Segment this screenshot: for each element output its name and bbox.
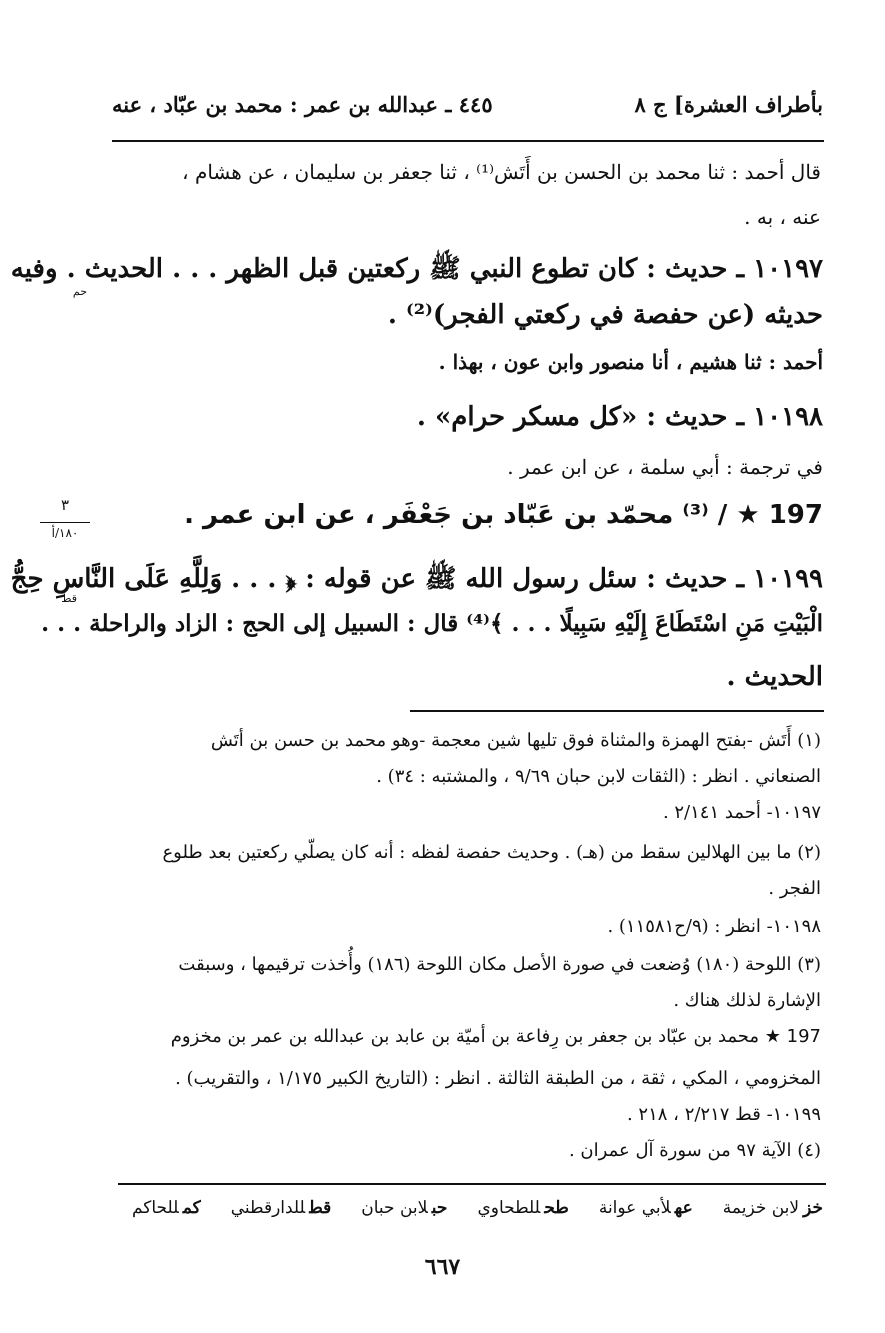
abbr-item: قطللدارقطني: [230, 1198, 332, 1218]
hadith-10199-line-2: الْبَيْتِ مَنِ اسْتَطَاعَ إِلَيْهِ سَبِيلًا . . . ﴾⁽⁴⁾ قال : السبيل إلى الحج : الزاد والراحلة . . .: [41, 610, 823, 637]
intro-line-2: عنه ، به .: [744, 205, 821, 229]
footnote-line: (١) أَتَش -بفتح الهمزة والمثناة فوق تليها شين معجمة -وهو محمد بن حسن بن أتَش: [210, 730, 821, 751]
abbr-item: حبلابن حبان: [361, 1198, 448, 1218]
footnote-separator: [410, 710, 824, 712]
footnote-line: (٤) الآية ٩٧ من سورة آل عمران .: [568, 1140, 821, 1161]
narrator-197-heading: 197 ★ / ⁽³⁾ محمّد بن عَبّاد بن جَعْفَر ، عن ابن عمر .: [184, 500, 823, 530]
margin-folio-rule: [40, 522, 90, 523]
footnote-line: 197 ★ محمد بن عبّاد بن جعفر بن رِفاعة بن أميّة بن عابد بن عبدالله بن عمر بن مخزوم: [170, 1026, 821, 1047]
page-number: ٦٦٧: [424, 1254, 461, 1280]
abbr-item: طحللطحاوي: [477, 1198, 569, 1218]
footnote-line: ١٠١٩٧- أحمد ٢/١٤١ .: [662, 802, 821, 823]
hadith-10199-line-3: الحديث .: [726, 662, 823, 692]
footnote-line: الفجر .: [768, 878, 821, 899]
hadith-10197-sigla: حم: [72, 285, 87, 298]
margin-folio-bottom: ١٨٠/أ: [51, 526, 79, 540]
footnote-line: المخزومي ، المكي ، ثقة ، من الطبقة الثالثة . انظر : (التاريخ الكبير ١/١٧٥ ، والتقريب) .: [175, 1068, 821, 1089]
header-volume: بأطراف العشرة] ج ٨: [634, 92, 823, 117]
hadith-10198-line-2: في ترجمة : أبي سلمة ، عن ابن عمر .: [507, 455, 823, 479]
header-chapter: ٤٤٥ ـ عبدالله بن عمر : محمد بن عبّاد ، عنه: [112, 92, 493, 117]
footnote-line: (٣) اللوحة (١٨٠) وُضعت في صورة الأصل مكان اللوحة (١٨٦) وأُخذت ترقيمها ، وسبقت: [178, 954, 821, 975]
hadith-10198-line-1: ١٠١٩٨ ـ حديث : «كل مسكر حرام» .: [416, 402, 823, 432]
abbr-item: كمللحاكم: [131, 1198, 201, 1218]
hadith-10197-line-2: حديثه (عن حفصة في ركعتي الفجر)⁽²⁾ .: [387, 300, 823, 330]
hadith-10197-line-1: ١٠١٩٧ ـ حديث : كان تطوع النبي ﷺ ركعتين قبل الظهر . . . الحديث . وفيه: [10, 254, 823, 284]
hadith-10197-line-3: أحمد : ثنا هشيم ، أنا منصور وابن عون ، بهذا .: [438, 350, 823, 374]
footnote-line: الصنعاني . انظر : (الثقات لابن حبان ٩/٦٩ ، والمشتبه : ٣٤) .: [376, 766, 821, 787]
margin-folio-top: ٣: [60, 496, 70, 514]
footnote-line: الإشارة لذلك هناك .: [673, 990, 821, 1011]
intro-line-1: قال أحمد : ثنا محمد بن الحسن بن أَتَش⁽¹⁾ ، ثنا جعفر بن سليمان ، عن هشام ،: [182, 160, 821, 184]
footnote-line: ١٠١٩٨- انظر : (٩/ح١١٥٨١) .: [607, 916, 821, 937]
footnote-line: ١٠١٩٩- قط ٢/٢١٧ ، ٢١٨ .: [626, 1104, 821, 1125]
abbreviation-key: [132, 1198, 823, 1218]
abbr-item: عهلأبي عوانة: [598, 1198, 693, 1218]
header-rule: [112, 140, 824, 142]
abbr-item: خزلابن خزيمة: [722, 1198, 823, 1218]
abbreviations-rule: [118, 1183, 826, 1185]
footnote-line: (٢) ما بين الهلالين سقط من (هـ) . وحديث حفصة لفظه : أنه كان يصلّي ركعتين بعد طلوع: [162, 842, 821, 863]
hadith-10199-line-1: ١٠١٩٩ ـ حديث : سئل رسول الله ﷺ عن قوله : ﴿ . . . وَلِلَّهِ عَلَى النَّاسِ حِجُّ: [10, 564, 823, 594]
running-header: [112, 92, 823, 117]
hadith-10199-sigla: قط: [61, 592, 77, 605]
